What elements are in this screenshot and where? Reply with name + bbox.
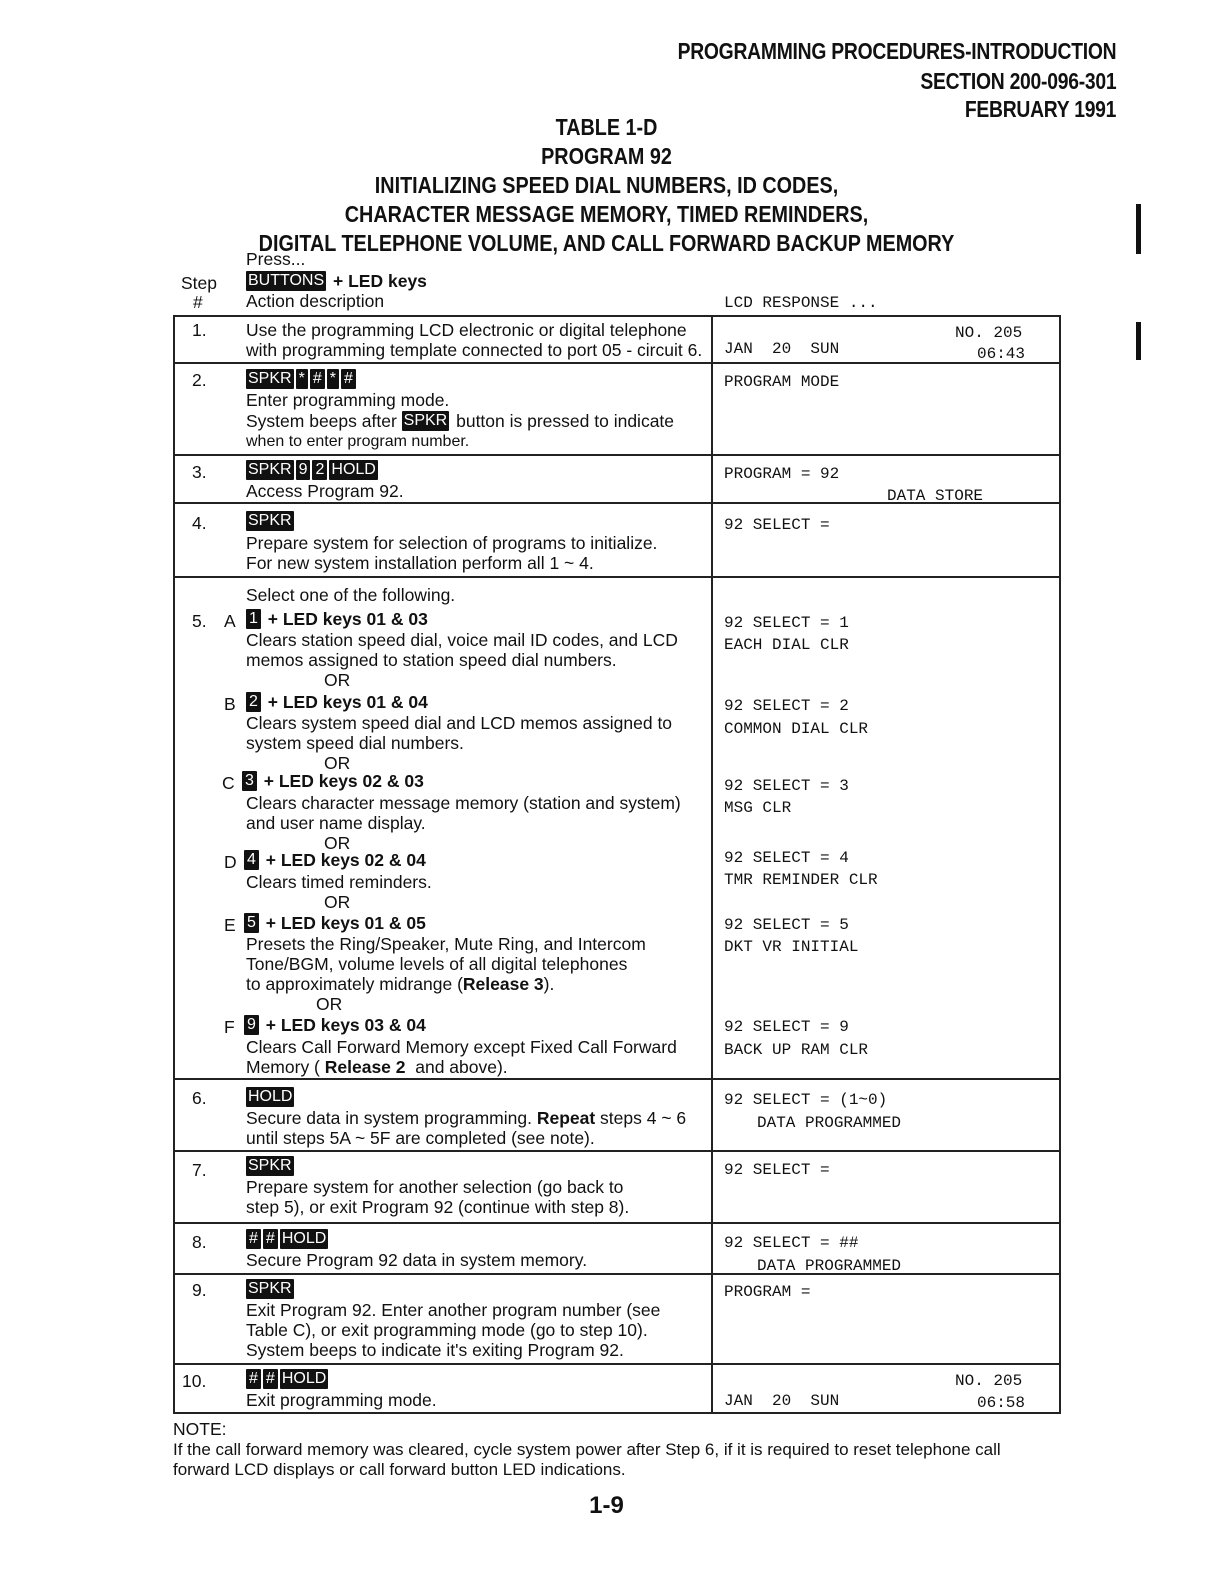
option-b-lcd-1: 92 SELECT = 2 [724, 697, 849, 715]
step-2-lcd: PROGRAM MODE [724, 373, 840, 391]
step-6-line-1 [246, 1108, 686, 1128]
step-9-number: 9. [192, 1280, 207, 1300]
step-10-number: 10. [182, 1371, 207, 1391]
digit-9-key: 9 [296, 460, 311, 480]
step-9-line-1: Exit Program 92. Enter another program number (see [246, 1300, 661, 1320]
digit-1-key: 1 [246, 609, 261, 629]
option-e-line-1: Presets the Ring/Speaker, Mute Ring, and Intercom [246, 934, 646, 954]
option-e-lcd-2: DKT VR INITIAL [724, 938, 859, 956]
or-label: OR [324, 753, 351, 773]
row-divider [173, 1078, 1061, 1080]
table-title: TABLE 1-D [555, 114, 658, 140]
step-10-lcd-time: 06:58 [977, 1394, 1026, 1412]
release-2-label: Release 2 [324, 1057, 406, 1077]
spkr-key: SPKR [248, 461, 292, 478]
or-label: OR [316, 994, 343, 1014]
step-1-lcd-number: NO. 205 [955, 324, 1023, 342]
digit-2-key: 2 [246, 692, 261, 712]
option-d-letter: D [224, 852, 237, 872]
hash-key: # [263, 1229, 278, 1249]
press-label: Press... [246, 249, 306, 269]
option-f-line-2 [246, 1057, 508, 1077]
option-b-keys [246, 692, 428, 712]
title-line-3: INITIALIZING SPEED DIAL NUMBERS, ID CODES, [374, 172, 839, 198]
option-a-keys [246, 609, 428, 629]
step-5-intro: Select one of the following. [246, 585, 456, 605]
row-divider [173, 1273, 1061, 1275]
option-c-keys [242, 771, 424, 791]
step-3-keys [246, 460, 380, 480]
step-5-number: 5. [192, 611, 207, 631]
option-c-led-keys: + LED keys 02 & 03 [263, 771, 424, 791]
option-f-keys [244, 1015, 426, 1035]
lcd-heading: LCD RESPONSE ... [724, 294, 878, 312]
title-line-4: CHARACTER MESSAGE MEMORY, TIMED REMINDERS, [344, 201, 869, 227]
step-7-line-1: Prepare system for another selection (go back to [246, 1177, 624, 1197]
buttons-heading [246, 271, 427, 291]
row-divider [173, 362, 1061, 364]
step-8-keys [246, 1229, 330, 1249]
option-f-letter: F [224, 1017, 235, 1037]
step-6-line-1-text: Secure data in system programming. [246, 1108, 537, 1128]
step-2-line-1: Enter programming mode. [246, 390, 450, 410]
step-2-number: 2. [192, 370, 207, 390]
step-9-keys [246, 1279, 296, 1299]
spkr-key: SPKR [403, 412, 448, 429]
step-2-keys [246, 369, 358, 389]
option-a-line-1: Clears station speed dial, voice mail ID codes, and LCD [246, 630, 678, 650]
option-b-lcd-2: COMMON DIAL CLR [724, 720, 869, 738]
or-label: OR [324, 833, 351, 853]
step-8-line-1: Secure Program 92 data in system memory. [246, 1250, 588, 1270]
option-e-line-2: Tone/BGM, volume levels of all digital telephones [246, 954, 628, 974]
step-10-lcd-number: NO. 205 [955, 1372, 1023, 1390]
revision-bar [1136, 322, 1141, 360]
option-e-line-3-text: to approximately midrange ( [246, 974, 463, 994]
hold-key: HOLD [281, 1230, 327, 1247]
led-keys-heading: + LED keys [333, 271, 427, 291]
step-4-number: 4. [192, 513, 207, 533]
option-f-lcd-2: BACK UP RAM CLR [724, 1041, 869, 1059]
step-7-keys [246, 1156, 296, 1176]
row-divider [173, 1363, 1061, 1365]
option-e-keys [244, 913, 426, 933]
hash-key: # [310, 369, 325, 389]
option-c-lcd-2: MSG CLR [724, 799, 792, 817]
step-3-lcd-1: PROGRAM = 92 [724, 465, 840, 483]
step-8-lcd-1: 92 SELECT = ## [724, 1234, 859, 1252]
row-divider [173, 576, 1061, 578]
option-c-letter: C [222, 773, 235, 793]
digit-5-key: 5 [244, 913, 259, 933]
hold-key: HOLD [281, 1370, 327, 1387]
spkr-key: SPKR [248, 1280, 292, 1297]
step-3-line-1: Access Program 92. [246, 481, 404, 501]
option-d-line-1: Clears timed reminders. [246, 872, 432, 892]
step-2-line-2-text: button is pressed to indicate [456, 411, 675, 431]
step-8-number: 8. [192, 1232, 207, 1252]
step-3-number: 3. [192, 462, 207, 482]
step-6-lcd-2: DATA PROGRAMMED [757, 1114, 902, 1132]
step-6-keys [246, 1087, 296, 1107]
hash-key: # [341, 369, 356, 389]
option-b-line-1: Clears system speed dial and LCD memos assigned to [246, 713, 673, 733]
option-e-lcd-1: 92 SELECT = 5 [724, 916, 849, 934]
option-a-led-keys: + LED keys 01 & 03 [267, 609, 428, 629]
option-c-line-2: and user name display. [246, 813, 426, 833]
star-key: * [327, 369, 339, 389]
option-a-lcd-2: EACH DIAL CLR [724, 636, 849, 654]
program-title: PROGRAM 92 [541, 143, 672, 169]
step-1-lcd-time: 06:43 [977, 345, 1026, 363]
option-b-led-keys: + LED keys 01 & 04 [267, 692, 428, 712]
digit-3-key: 3 [242, 771, 257, 791]
step-9-lcd: PROGRAM = [724, 1283, 811, 1301]
option-f-lcd-1: 92 SELECT = 9 [724, 1018, 849, 1036]
option-c-lcd-1: 92 SELECT = 3 [724, 777, 849, 795]
option-a-lcd-1: 92 SELECT = 1 [724, 614, 849, 632]
step-heading: Step [181, 273, 217, 293]
step-2-line-2 [246, 411, 674, 431]
option-e-led-keys: + LED keys 01 & 05 [265, 913, 426, 933]
option-b-letter: B [224, 694, 236, 714]
step-3-lcd-2: DATA STORE [887, 487, 984, 505]
row-divider [173, 1150, 1061, 1152]
hold-key: HOLD [248, 1088, 293, 1105]
digit-2-key: 2 [312, 460, 327, 480]
spkr-key: SPKR [248, 512, 292, 529]
option-f-line-2-text: Memory ( [246, 1057, 325, 1077]
header-line-3: FEBRUARY 1991 [964, 96, 1116, 122]
spkr-key: SPKR [248, 1157, 292, 1174]
option-f-line-1: Clears Call Forward Memory except Fixed Call Forward [246, 1037, 677, 1057]
step-8-lcd-2: DATA PROGRAMMED [757, 1257, 902, 1275]
step-4-lcd: 92 SELECT = [724, 516, 830, 534]
digit-4-key: 4 [244, 850, 259, 870]
option-a-letter: A [224, 611, 236, 631]
release-3-label: Release 3 [462, 974, 544, 994]
option-b-line-2: system speed dial numbers. [246, 733, 464, 753]
step-1-line-1: Use the programming LCD electronic or digital telephone [246, 320, 687, 340]
option-f-line-2-text: and above). [405, 1057, 508, 1077]
row-divider [173, 454, 1061, 456]
option-f-led-keys: + LED keys 03 & 04 [265, 1015, 426, 1035]
column-divider [711, 315, 713, 1414]
step-9-line-2: Table C), or exit programming mode (go to step 10). [246, 1320, 648, 1340]
hash-heading: # [193, 292, 203, 312]
repeat-label: Repeat [536, 1108, 596, 1128]
row-divider [173, 1222, 1061, 1224]
hash-key: # [246, 1229, 261, 1249]
revision-bar [1136, 204, 1141, 254]
step-10-lcd-date: JAN 20 SUN [724, 1392, 840, 1410]
option-d-keys [244, 850, 426, 870]
step-9-line-3: System beeps to indicate it's exiting Program 92. [246, 1340, 624, 1360]
spkr-key: SPKR [248, 370, 292, 387]
step-10-line-1: Exit programming mode. [246, 1390, 437, 1410]
step-1-number: 1. [192, 320, 207, 340]
step-1-lcd-date: JAN 20 SUN [724, 340, 840, 358]
option-d-lcd-1: 92 SELECT = 4 [724, 849, 849, 867]
page-number: 1-9 [589, 1492, 624, 1519]
hash-key: # [246, 1369, 261, 1389]
option-e-line-3 [246, 974, 554, 994]
note-line-2: forward LCD displays or call forward button LED indications. [173, 1460, 626, 1479]
digit-9-key: 9 [244, 1015, 259, 1035]
step-2-line-2-text: System beeps after [246, 411, 397, 431]
step-1-line-2: with programming template connected to port 05 - circuit 6. [246, 340, 703, 360]
option-e-line-3-text: ). [543, 974, 555, 994]
title-line-5: DIGITAL TELEPHONE VOLUME, AND CALL FORWARD BACKUP MEMORY [258, 230, 955, 256]
option-c-line-1: Clears character message memory (station and system) [246, 793, 681, 813]
step-6-line-2: until steps 5A ~ 5F are completed (see note). [246, 1128, 595, 1148]
hold-key: HOLD [331, 461, 376, 478]
option-d-lcd-2: TMR REMINDER CLR [724, 871, 878, 889]
header-line-1: PROGRAMMING PROCEDURES-INTRODUCTION [677, 38, 1116, 64]
step-7-lcd: 92 SELECT = [724, 1161, 830, 1179]
step-7-number: 7. [192, 1160, 207, 1180]
hash-key: # [263, 1369, 278, 1389]
step-4-line-2: For new system installation perform all 1 ~ 4. [246, 553, 594, 573]
option-d-led-keys: + LED keys 02 & 04 [265, 850, 426, 870]
or-label: OR [324, 892, 351, 912]
step-4-keys [246, 511, 296, 531]
step-7-line-2: step 5), or exit Program 92 (continue with step 8). [246, 1197, 630, 1217]
or-label: OR [324, 670, 351, 690]
option-e-letter: E [224, 915, 236, 935]
step-2-line-3: when to enter program number. [246, 433, 470, 450]
option-a-line-2: memos assigned to station speed dial numbers. [246, 650, 617, 670]
step-6-lcd-1: 92 SELECT = (1~0) [724, 1091, 888, 1109]
step-6-line-1-text: steps 4 ~ 6 [595, 1108, 687, 1128]
header-line-2: SECTION 200-096-301 [919, 68, 1116, 94]
step-6-number: 6. [192, 1088, 207, 1108]
step-4-line-1: Prepare system for selection of programs to initialize. [246, 533, 658, 553]
star-key: * [296, 369, 308, 389]
action-heading: Action description [246, 291, 385, 311]
note-label: NOTE: [173, 1419, 227, 1439]
step-10-keys [246, 1369, 330, 1389]
note-line-1: If the call forward memory was cleared, cycle system power after Step 6, if it is required to reset telephone call [173, 1440, 1001, 1459]
buttons-key: BUTTONS [248, 272, 325, 289]
